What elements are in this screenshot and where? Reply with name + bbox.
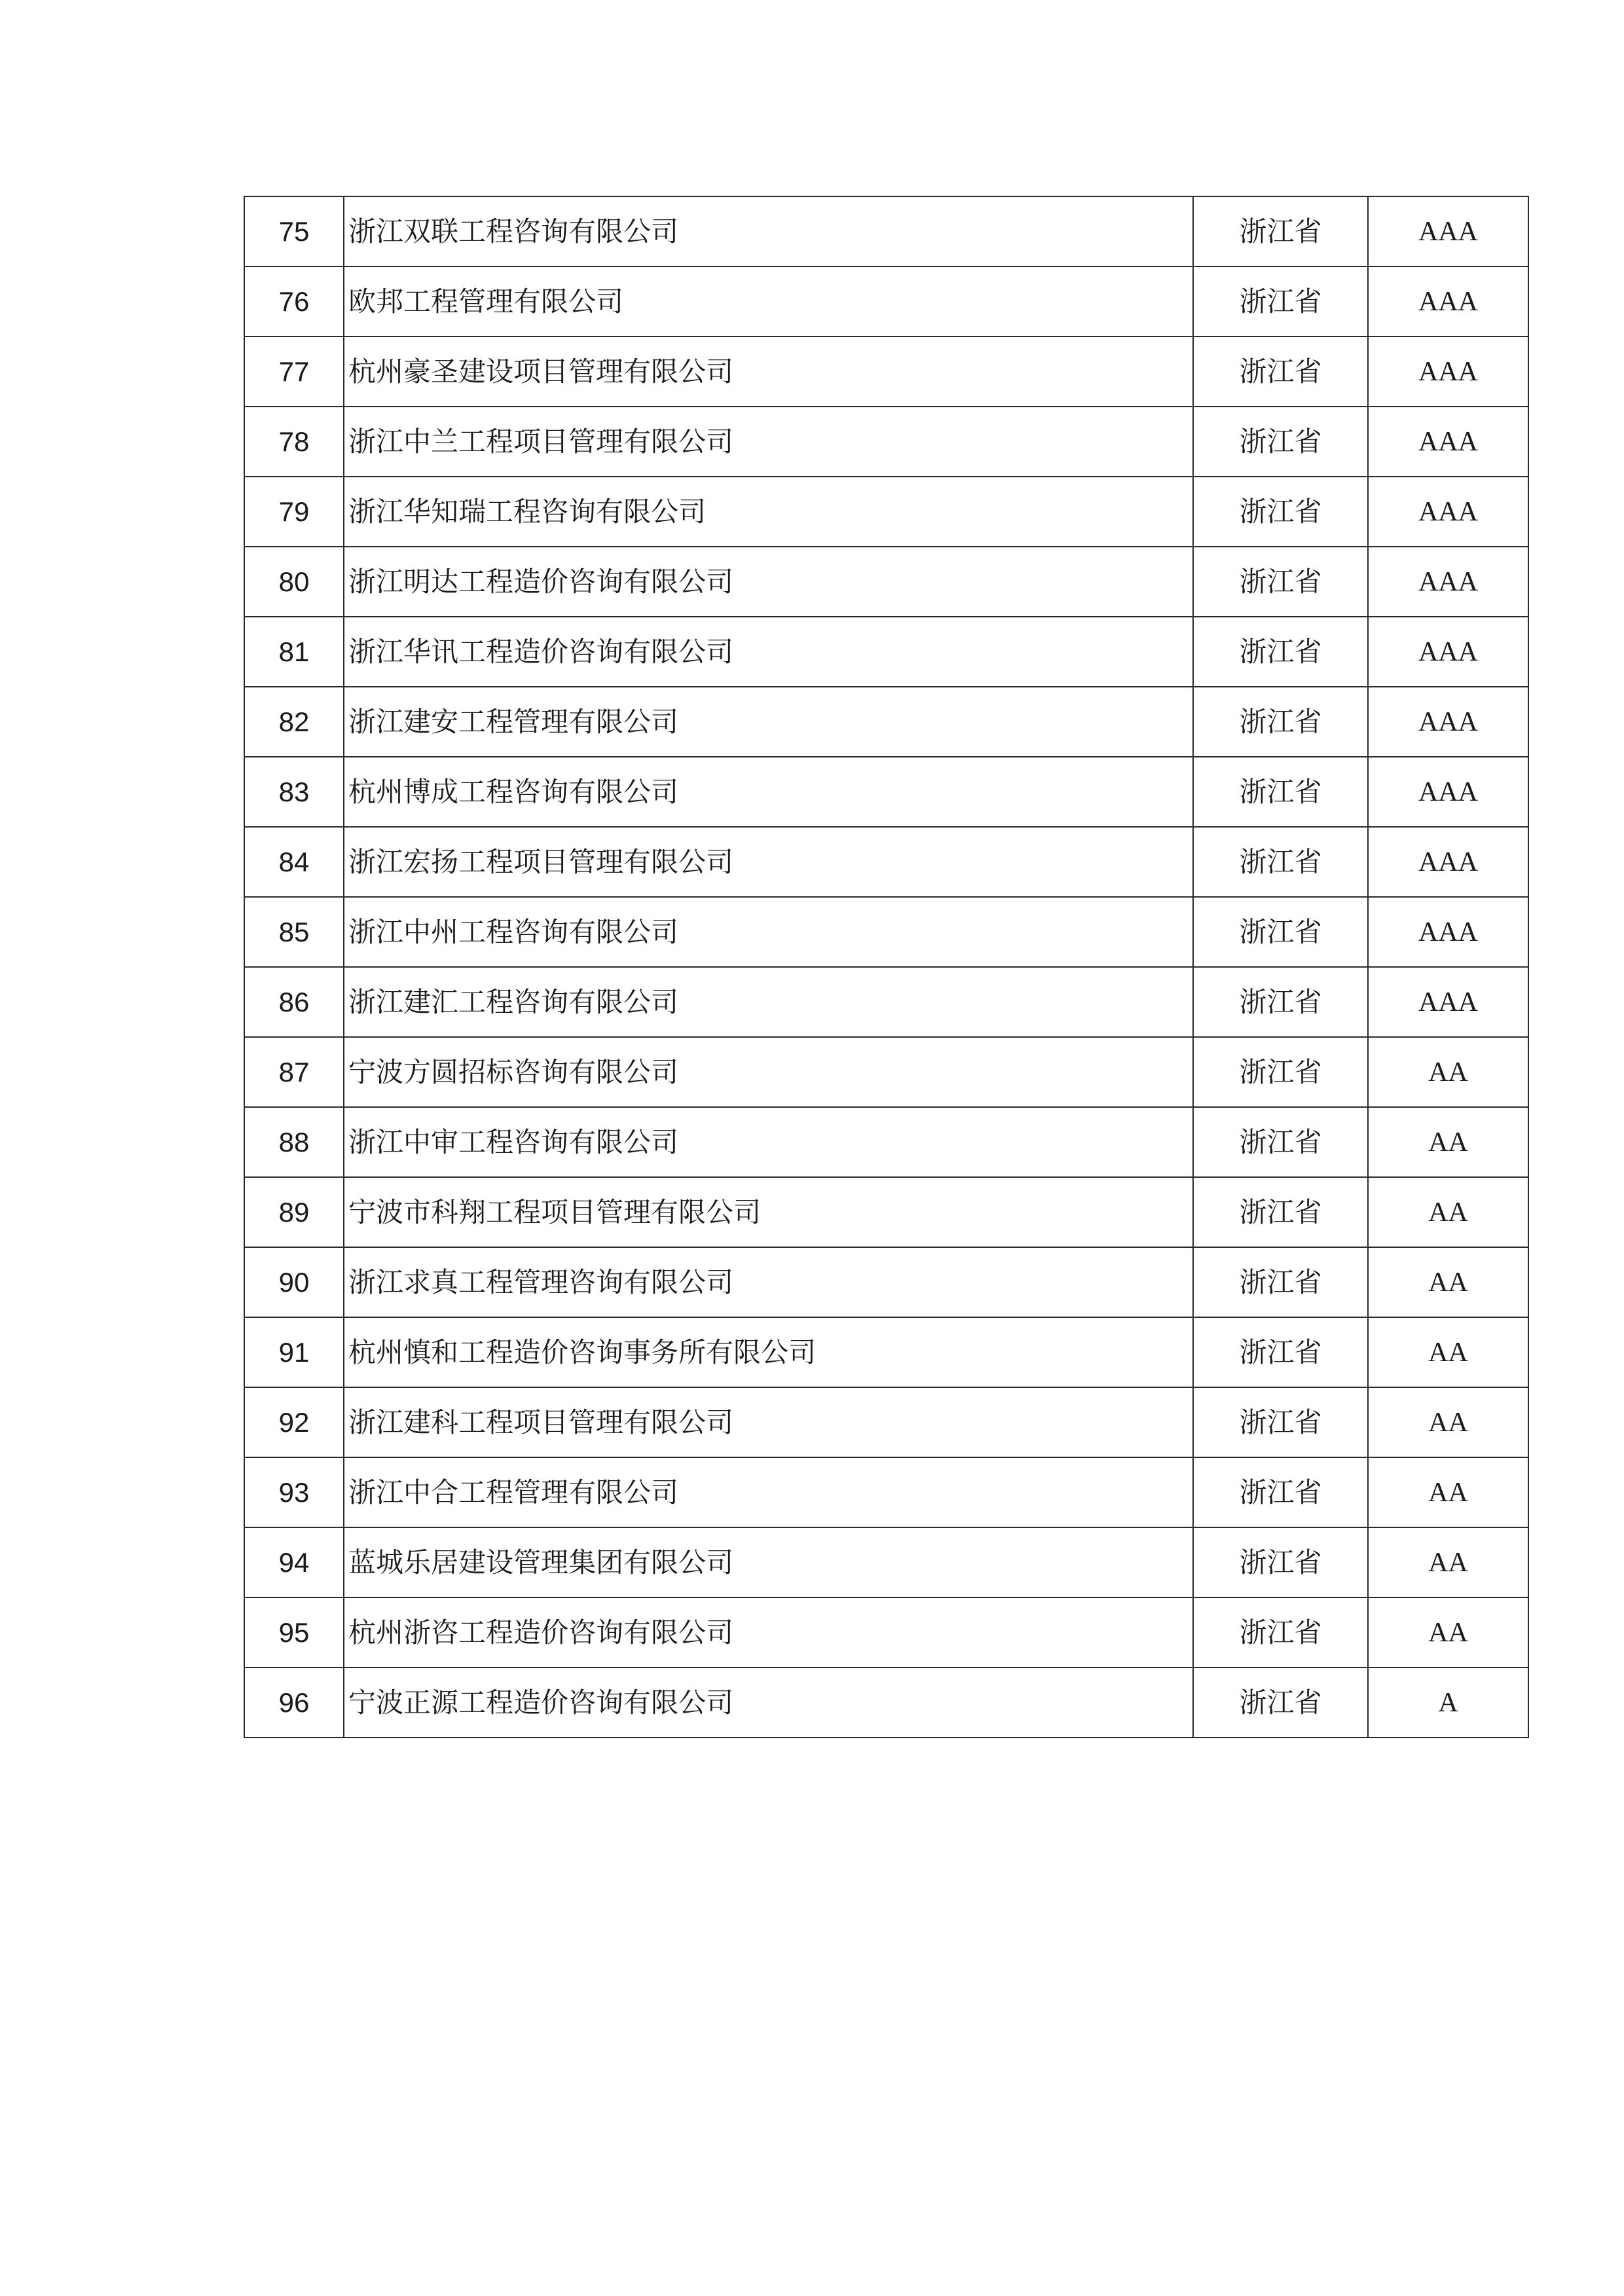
credit-grade: A [1368, 1667, 1528, 1738]
province: 浙江省 [1193, 1667, 1368, 1738]
province: 浙江省 [1193, 1457, 1368, 1527]
table-row [244, 757, 1528, 827]
table-row [244, 1597, 1528, 1667]
company-name: 浙江华知瑞工程咨询有限公司 [344, 477, 1193, 547]
row-number: 79 [244, 477, 344, 547]
company-name: 杭州博成工程咨询有限公司 [344, 757, 1193, 827]
credit-grade: AAA [1368, 967, 1528, 1037]
row-number: 96 [244, 1667, 344, 1738]
credit-grade: AAA [1368, 897, 1528, 967]
company-name: 浙江双联工程咨询有限公司 [344, 196, 1193, 266]
row-number: 94 [244, 1527, 344, 1597]
province: 浙江省 [1193, 1177, 1368, 1247]
row-number: 87 [244, 1037, 344, 1107]
row-number: 93 [244, 1457, 344, 1527]
row-number: 81 [244, 617, 344, 687]
table-row [244, 477, 1528, 547]
credit-grade: AAA [1368, 757, 1528, 827]
credit-grade: AA [1368, 1177, 1528, 1247]
table-row [244, 1107, 1528, 1177]
company-rating-table [244, 196, 1529, 1738]
company-name: 杭州慎和工程造价咨询事务所有限公司 [344, 1317, 1193, 1387]
credit-grade: AA [1368, 1597, 1528, 1667]
table-row [244, 827, 1528, 897]
row-number: 92 [244, 1387, 344, 1457]
table-row [244, 1387, 1528, 1457]
row-number: 83 [244, 757, 344, 827]
credit-grade: AAA [1368, 337, 1528, 407]
row-number: 84 [244, 827, 344, 897]
company-name: 浙江建科工程项目管理有限公司 [344, 1387, 1193, 1457]
credit-grade: AAA [1368, 617, 1528, 687]
company-name: 宁波方圆招标咨询有限公司 [344, 1037, 1193, 1107]
company-name: 浙江明达工程造价咨询有限公司 [344, 547, 1193, 617]
row-number: 77 [244, 337, 344, 407]
province: 浙江省 [1193, 1317, 1368, 1387]
row-number: 86 [244, 967, 344, 1037]
table-row [244, 1247, 1528, 1317]
row-number: 90 [244, 1247, 344, 1317]
table-row [244, 967, 1528, 1037]
row-number: 80 [244, 547, 344, 617]
company-name: 浙江中兰工程项目管理有限公司 [344, 407, 1193, 477]
province: 浙江省 [1193, 827, 1368, 897]
table-row [244, 266, 1528, 337]
province: 浙江省 [1193, 477, 1368, 547]
row-number: 78 [244, 407, 344, 477]
row-number: 89 [244, 1177, 344, 1247]
row-number: 82 [244, 687, 344, 757]
province: 浙江省 [1193, 617, 1368, 687]
row-number: 75 [244, 196, 344, 266]
table-row [244, 407, 1528, 477]
table-row [244, 1177, 1528, 1247]
province: 浙江省 [1193, 757, 1368, 827]
province: 浙江省 [1193, 1527, 1368, 1597]
credit-grade: AA [1368, 1107, 1528, 1177]
province: 浙江省 [1193, 337, 1368, 407]
credit-grade: AA [1368, 1387, 1528, 1457]
table-row [244, 547, 1528, 617]
credit-grade: AAA [1368, 477, 1528, 547]
company-name: 杭州豪圣建设项目管理有限公司 [344, 337, 1193, 407]
company-name: 浙江求真工程管理咨询有限公司 [344, 1247, 1193, 1317]
credit-grade: AAA [1368, 687, 1528, 757]
company-name: 浙江建汇工程咨询有限公司 [344, 967, 1193, 1037]
province: 浙江省 [1193, 407, 1368, 477]
company-name: 蓝城乐居建设管理集团有限公司 [344, 1527, 1193, 1597]
table-row [244, 687, 1528, 757]
company-name: 浙江宏扬工程项目管理有限公司 [344, 827, 1193, 897]
credit-grade: AA [1368, 1037, 1528, 1107]
table-row [244, 1037, 1528, 1107]
table-row [244, 1667, 1528, 1738]
company-name: 宁波市科翔工程项目管理有限公司 [344, 1177, 1193, 1247]
credit-grade: AAA [1368, 827, 1528, 897]
table-row [244, 1527, 1528, 1597]
credit-grade: AAA [1368, 547, 1528, 617]
province: 浙江省 [1193, 897, 1368, 967]
row-number: 91 [244, 1317, 344, 1387]
company-name: 浙江建安工程管理有限公司 [344, 687, 1193, 757]
company-name: 浙江中合工程管理有限公司 [344, 1457, 1193, 1527]
credit-grade: AAA [1368, 266, 1528, 337]
credit-grade: AA [1368, 1317, 1528, 1387]
table-row [244, 196, 1528, 266]
credit-grade: AAA [1368, 407, 1528, 477]
province: 浙江省 [1193, 967, 1368, 1037]
row-number: 85 [244, 897, 344, 967]
table-row [244, 617, 1528, 687]
row-number: 95 [244, 1597, 344, 1667]
row-number: 88 [244, 1107, 344, 1177]
province: 浙江省 [1193, 1037, 1368, 1107]
credit-grade: AAA [1368, 196, 1528, 266]
company-name: 欧邦工程管理有限公司 [344, 266, 1193, 337]
credit-grade: AA [1368, 1527, 1528, 1597]
table-row [244, 337, 1528, 407]
province: 浙江省 [1193, 266, 1368, 337]
province: 浙江省 [1193, 1247, 1368, 1317]
company-name: 浙江中审工程咨询有限公司 [344, 1107, 1193, 1177]
province: 浙江省 [1193, 547, 1368, 617]
company-name: 浙江华讯工程造价咨询有限公司 [344, 617, 1193, 687]
credit-grade: AA [1368, 1457, 1528, 1527]
province: 浙江省 [1193, 196, 1368, 266]
table-row [244, 1317, 1528, 1387]
table-row [244, 897, 1528, 967]
credit-grade: AA [1368, 1247, 1528, 1317]
province: 浙江省 [1193, 1107, 1368, 1177]
province: 浙江省 [1193, 1597, 1368, 1667]
company-name: 杭州浙咨工程造价咨询有限公司 [344, 1597, 1193, 1667]
company-name: 宁波正源工程造价咨询有限公司 [344, 1667, 1193, 1738]
province: 浙江省 [1193, 687, 1368, 757]
company-name: 浙江中州工程咨询有限公司 [344, 897, 1193, 967]
row-number: 76 [244, 266, 344, 337]
province: 浙江省 [1193, 1387, 1368, 1457]
table-body [244, 196, 1528, 1738]
table-row [244, 1457, 1528, 1527]
